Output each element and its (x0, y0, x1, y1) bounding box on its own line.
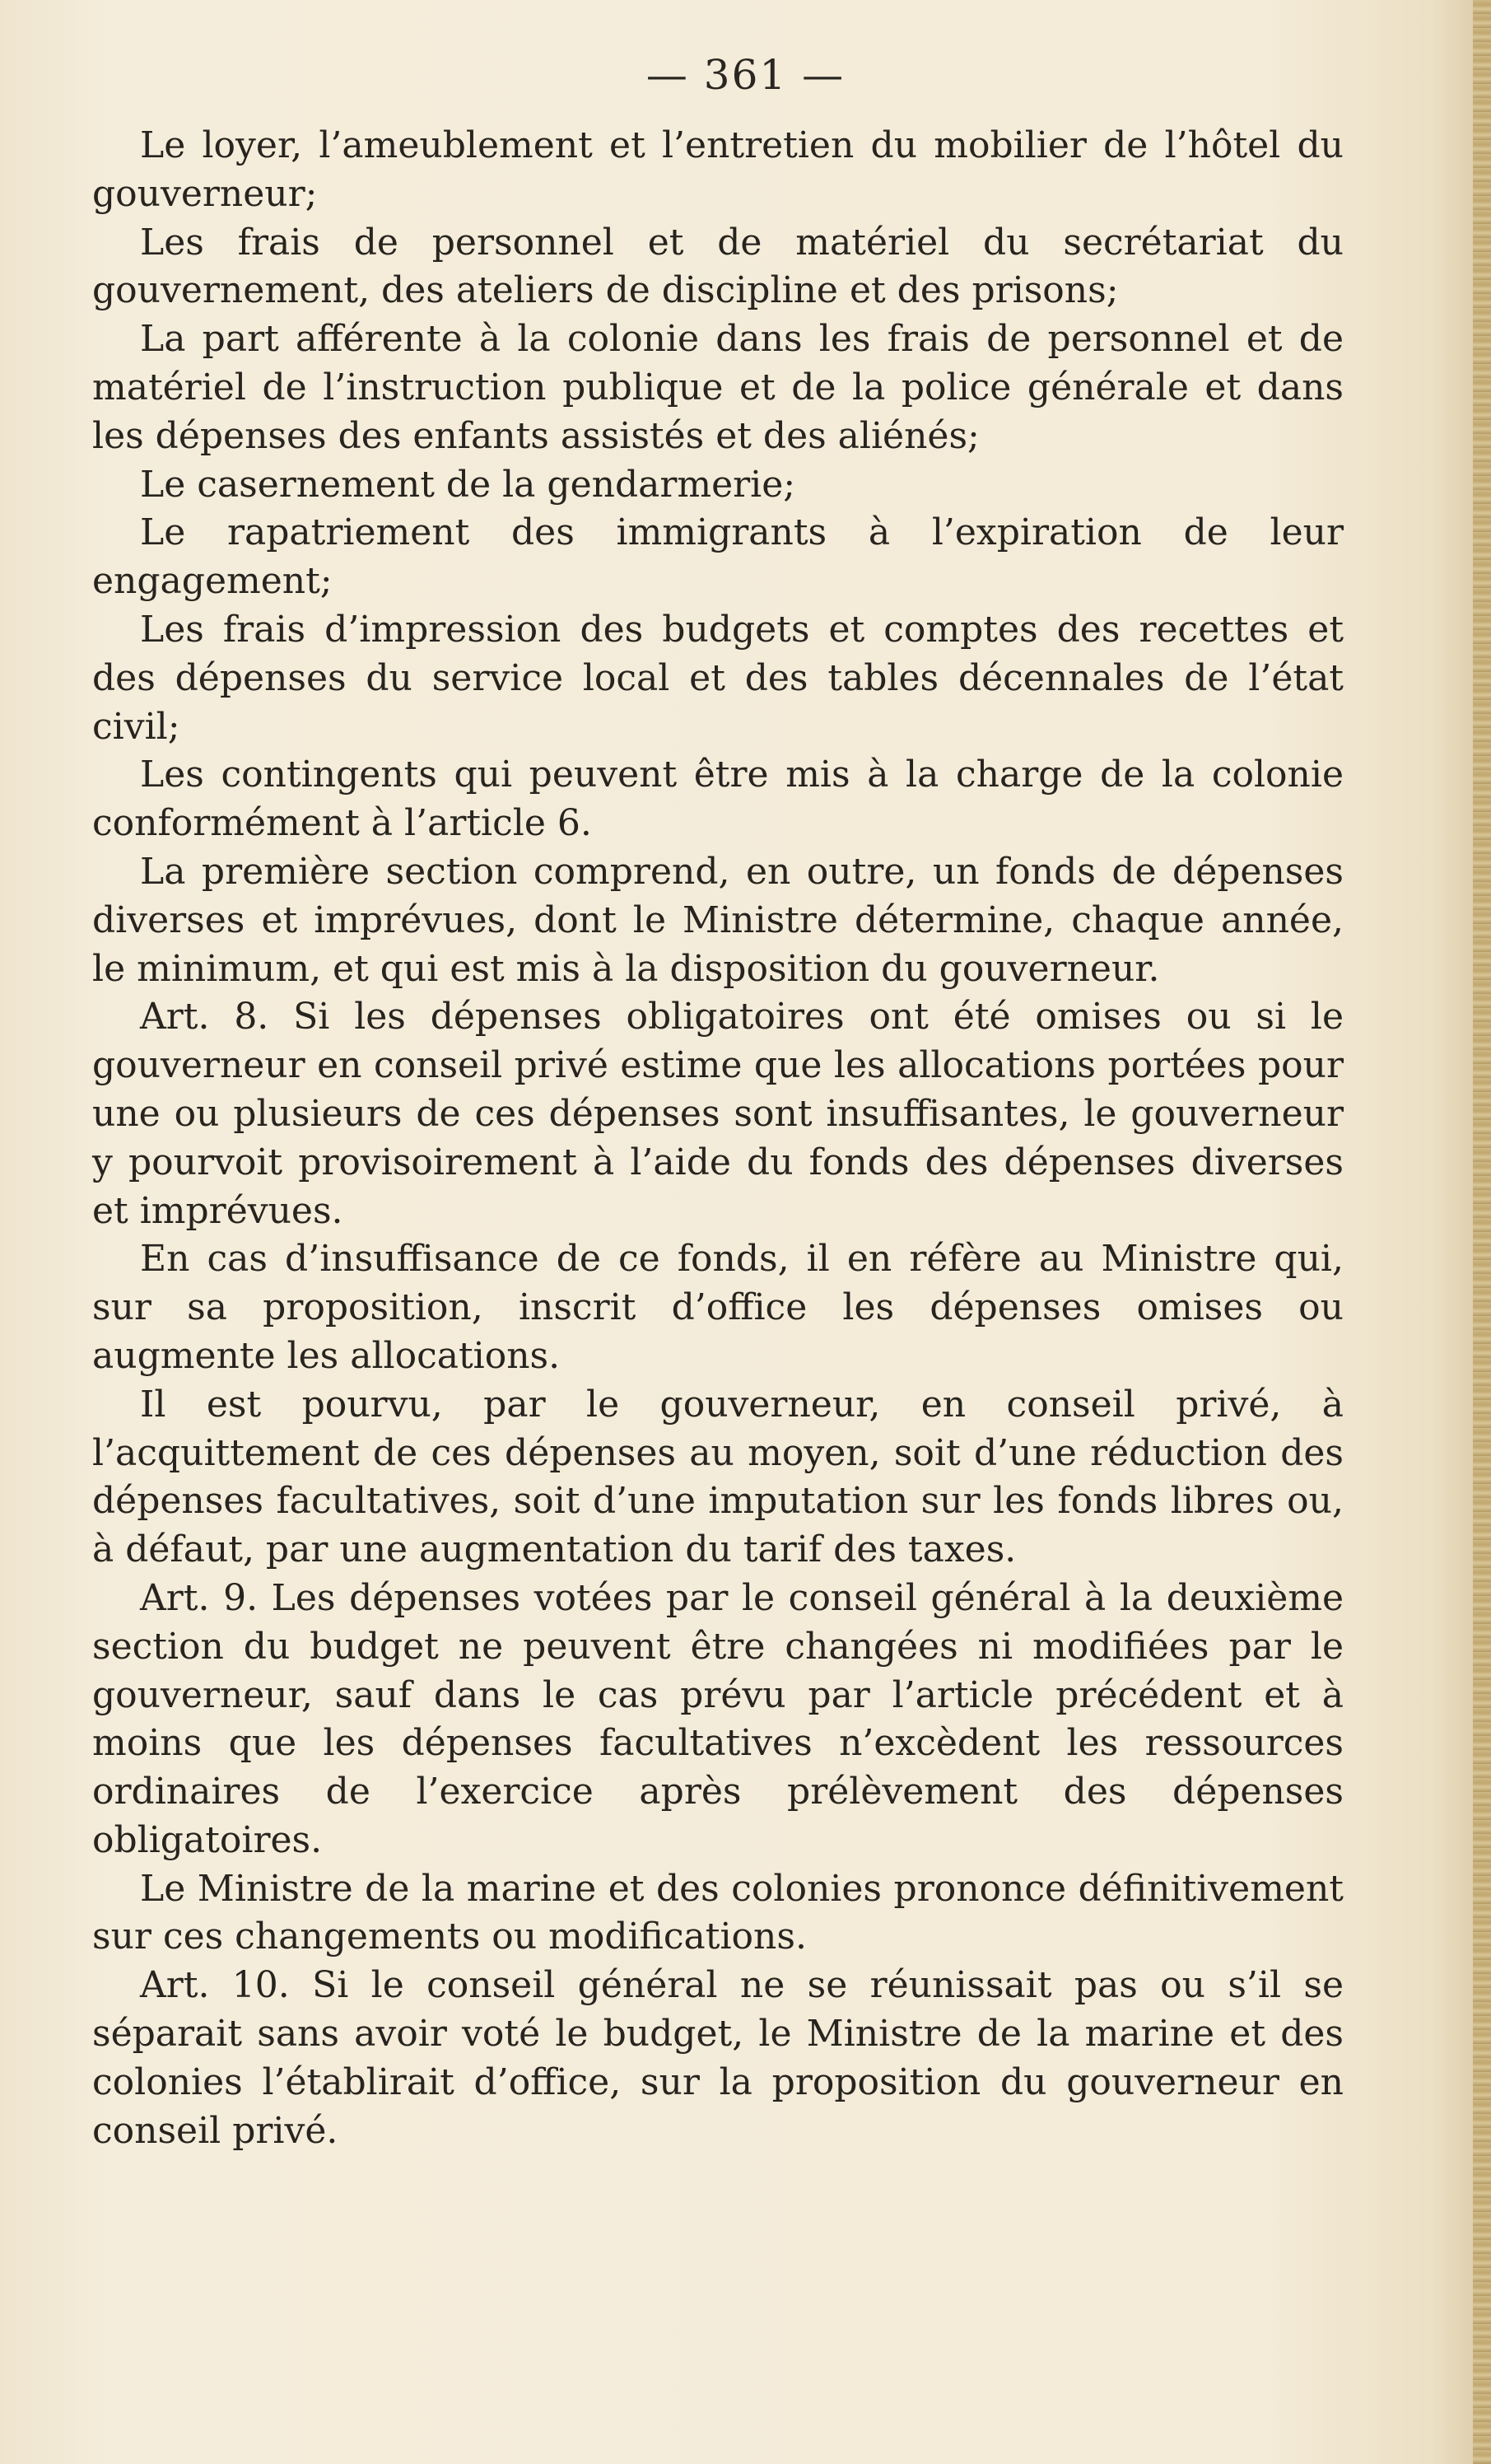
paragraph-frais-impression: Les frais d’impression des budgets et comptes des recettes et des dépenses du service local et des tables décennales de l’état civil; (92, 608, 1344, 748)
paragraph-casernement: Le casernement de la gendarmerie; (140, 463, 796, 506)
paragraph-ministre-prononce: Le Ministre de la marine et des colonies prononce définitivement sur ces changements ou modifications. (92, 1867, 1344, 1958)
page-binding-edge (1473, 0, 1491, 2464)
paragraph-insuffisance: En cas d’insuffisance de ce fonds, il en réfère au Ministre qui, sur sa proposition, inscrit d’office les dépenses omises ou augmente les allocations. (92, 1238, 1344, 1377)
paragraph-acquittement: Il est pourvu, par le gouverneur, en conseil privé, à l’acquittement de ces dépenses au moyen, soit d’une réduction des dépenses facultatives, soit d’une imputation sur les fonds libres ou, à défaut, par une augmentation du tarif des taxes. (92, 1383, 1344, 1571)
paragraph-article-8: Art. 8. Si les dépenses obligatoires ont été omises ou si le gouverneur en conseil privé estime que les allocations portées pour une ou plusieurs de ces dépenses sont insuffisantes, le gouverneur y pourvoit provisoirement à l’aide du fonds des dépenses diverses et imprévues. (92, 996, 1344, 1232)
paragraph-premiere-section: La première section comprend, en outre, un fonds de dépenses diverses et imprévues, dont le Ministre détermine, chaque année, le minimum, et qui est mis à la disposition du gouverneur. (92, 850, 1344, 990)
paragraph-rapatriement: Le rapatriement des immigrants à l’expiration de leur engagement; (92, 511, 1344, 603)
paragraph-article-10: Art. 10. Si le conseil général ne se réunissait pas ou s’il se séparait sans avoir voté le budget, le Ministre de la marine et des colonies l’établirait d’office, sur la proposition du gouverneur en conseil privé. (92, 1964, 1344, 2152)
paragraph-contingents: Les contingents qui peuvent être mis à la charge de la colonie conformément à l’article 6. (92, 754, 1344, 845)
body-text (92, 122, 1344, 2155)
paragraph-hotel-gouverneur: Le loyer, l’ameublement et l’entretien du mobilier de l’hôtel du gouverneur; (92, 124, 1344, 215)
paragraph-article-9: Art. 9. Les dépenses votées par le conseil général à la deuxième section du budget ne peuvent être changées ni modifiées par le gouverneur, sauf dans le cas prévu par l’article précédent et à moins que les dépenses facultatives n’excèdent les ressources ordinaires de l’exercice après prélèvement des dépenses obligatoires. (92, 1576, 1344, 1861)
page-number: — 361 — (645, 51, 846, 99)
paragraph-part-afferente: La part afférente à la colonie dans les frais de personnel et de matériel de l’instruction publique et de la police générale et dans les dépenses des enfants assistés et des aliénés; (92, 318, 1344, 457)
paragraph-secretariat: Les frais de personnel et de matériel du secrétariat du gouvernement, des ateliers de discipline et des prisons; (92, 221, 1344, 312)
